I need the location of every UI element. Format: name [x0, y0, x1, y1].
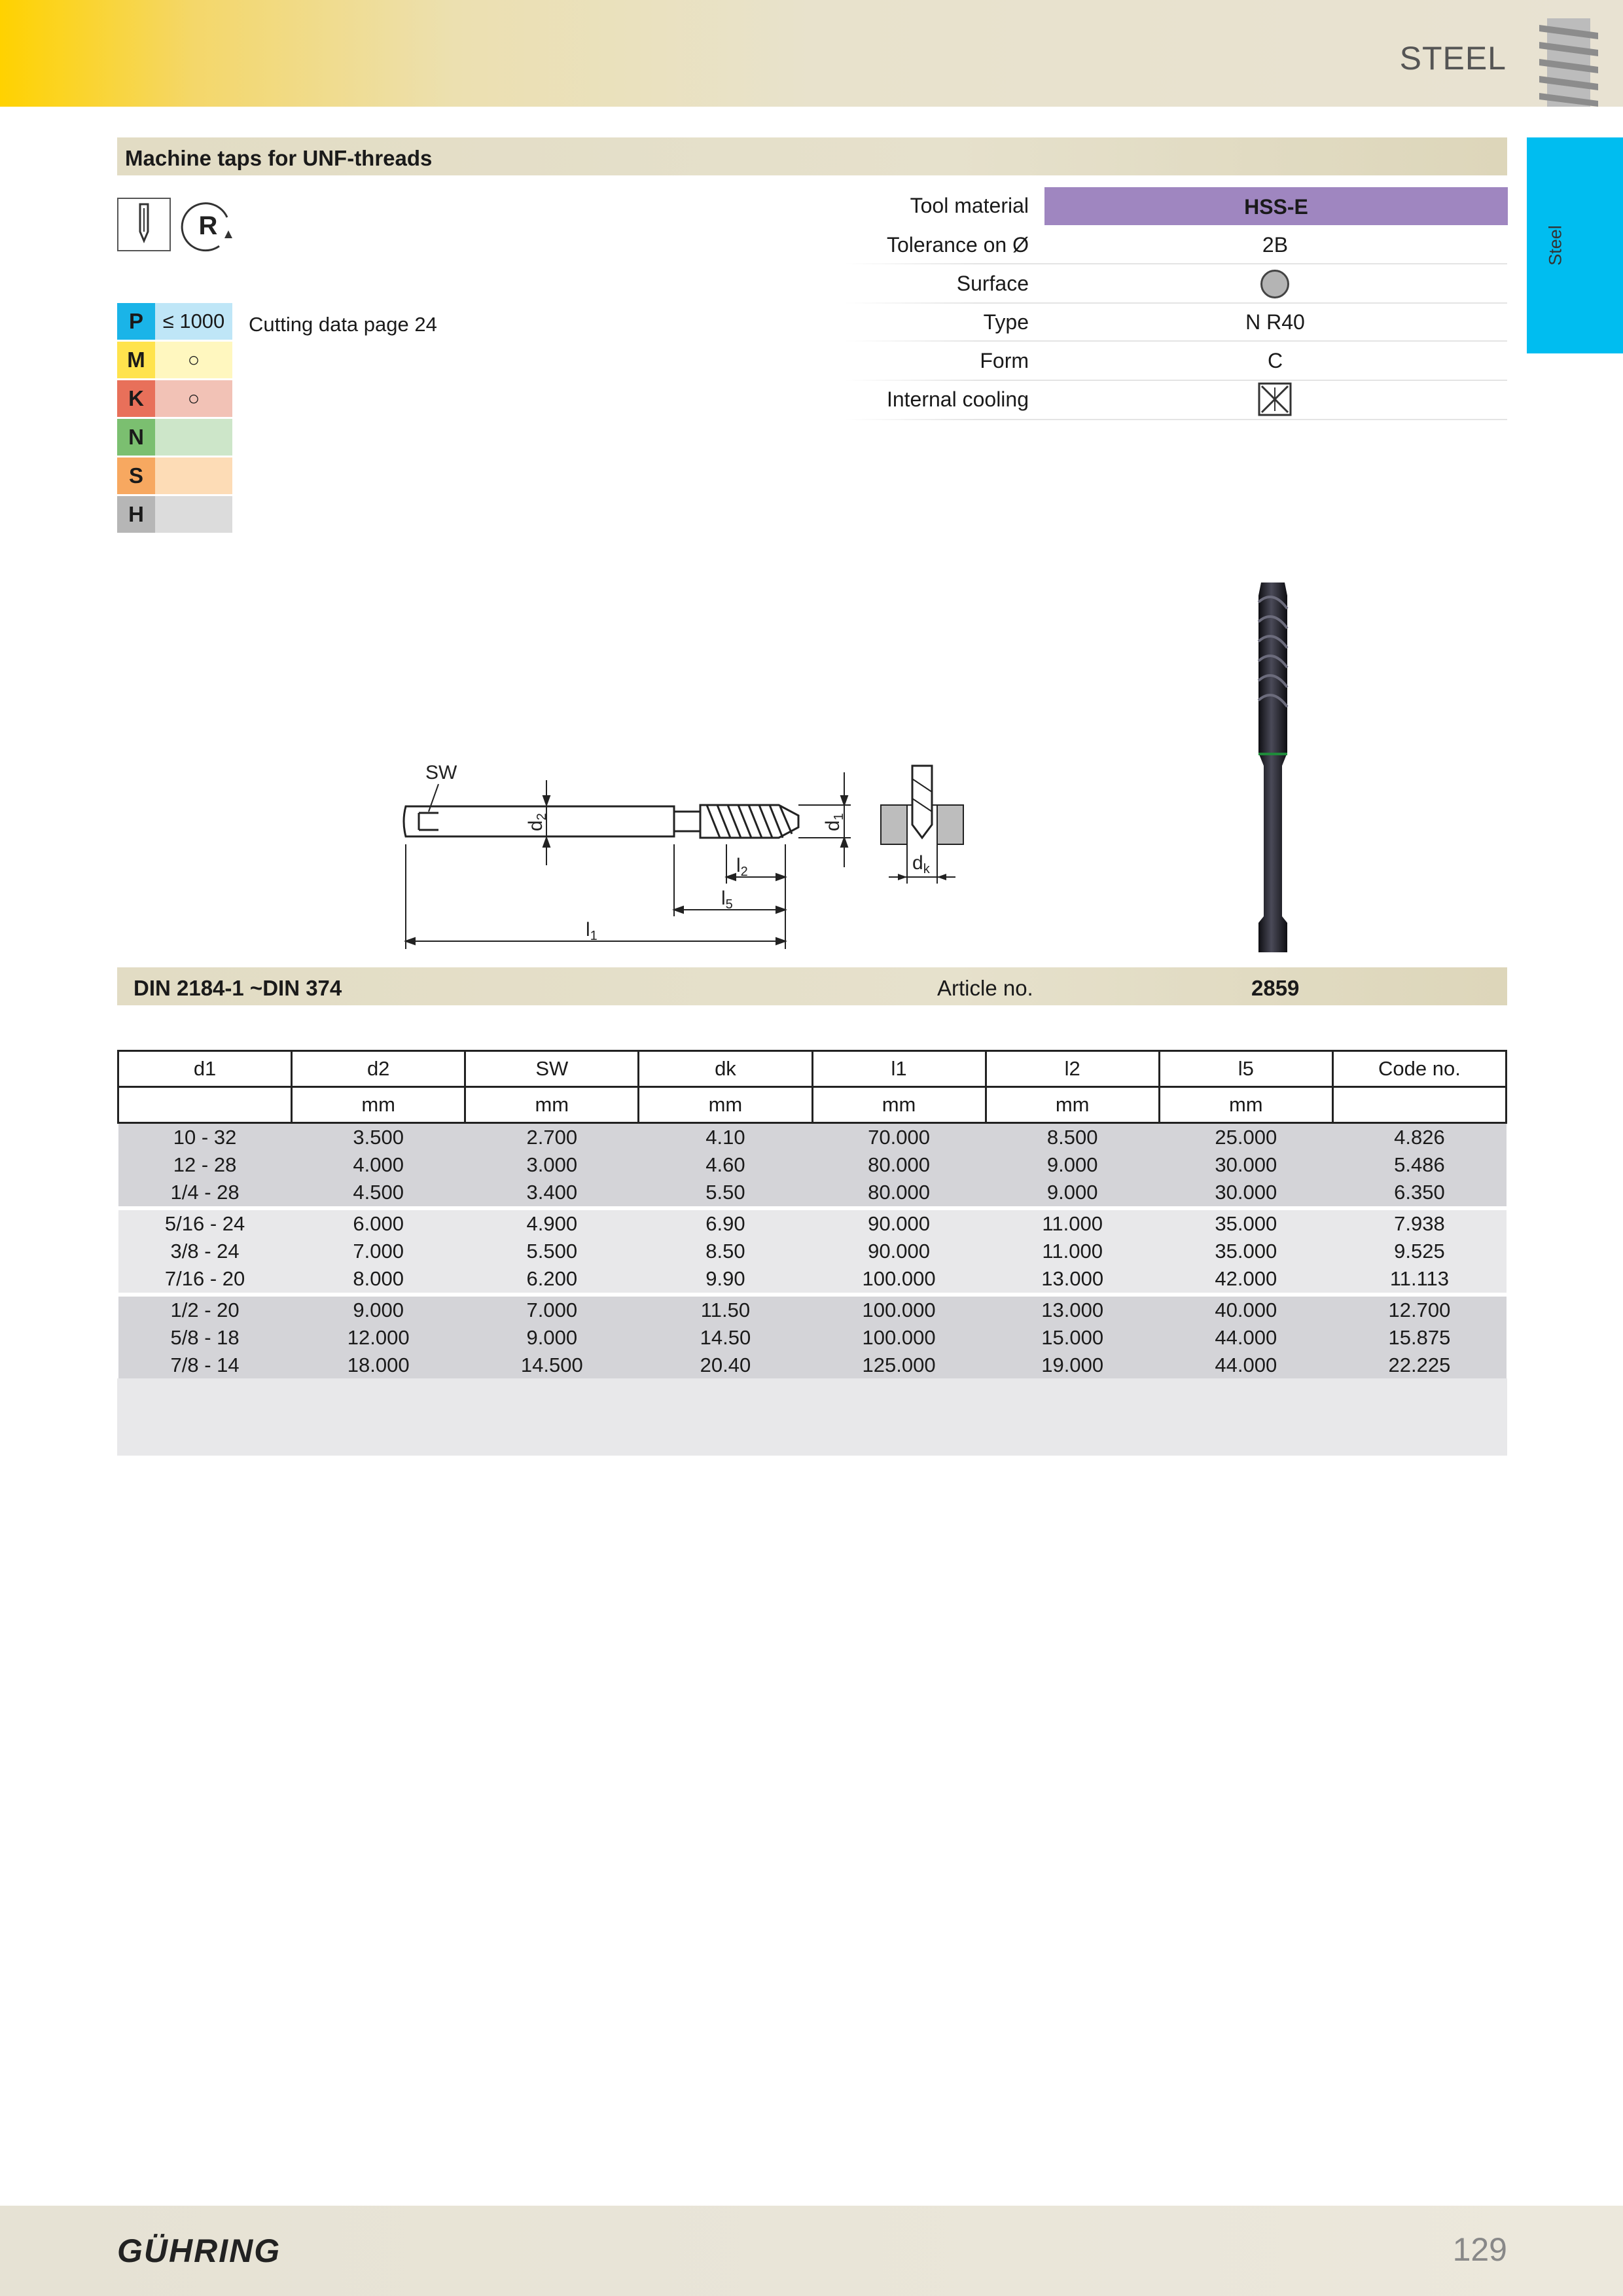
material-value [155, 457, 232, 494]
type-label: Type [983, 310, 1029, 334]
brand-logo: GÜHRING [117, 2233, 281, 2269]
table-cell: 9.000 [986, 1179, 1159, 1208]
table-cell: 5.50 [639, 1179, 812, 1208]
table-cell: 100.000 [812, 1295, 986, 1324]
table-cell: 18.000 [292, 1352, 465, 1381]
table-row [118, 1324, 1507, 1352]
table-cell: 7/8 - 14 [118, 1352, 292, 1381]
table-cell: 3.400 [465, 1179, 639, 1208]
table-cell: 4.60 [639, 1151, 812, 1179]
label-d1: $d_1$ [822, 813, 846, 831]
table-cell: 6.200 [465, 1265, 639, 1295]
page-footer [0, 2206, 1623, 2296]
table-cell: 3/8 - 24 [118, 1238, 292, 1265]
tolerance-value: 2B [1262, 233, 1289, 257]
column-header: d2 [292, 1051, 465, 1087]
table-cell: 4.500 [292, 1179, 465, 1208]
table-cell: 9.90 [639, 1265, 812, 1295]
table-row [118, 1179, 1507, 1208]
table-cell: 10 - 32 [118, 1123, 292, 1152]
table-cell: 12 - 28 [118, 1151, 292, 1179]
cutting-data-ref: Cutting data page 24 [249, 313, 437, 336]
material-value: ○ [155, 342, 232, 378]
table-cell: 9.000 [465, 1324, 639, 1352]
column-unit [1332, 1087, 1506, 1123]
column-header: l2 [986, 1051, 1159, 1087]
table-cell: 6.90 [639, 1208, 812, 1238]
table-cell: 125.000 [812, 1352, 986, 1381]
thread-icon [1533, 18, 1605, 107]
table-cell: 30.000 [1159, 1151, 1332, 1179]
table-body [118, 1123, 1507, 1382]
tool-material-value: HSS-E [1244, 195, 1308, 219]
material-letter: H [117, 496, 155, 533]
section-title: STEEL [1399, 40, 1507, 77]
table-cell: 7.000 [465, 1295, 639, 1324]
column-header: dk [639, 1051, 812, 1087]
table-cell: 13.000 [986, 1295, 1159, 1324]
table-cell: 15.875 [1332, 1324, 1506, 1352]
column-header: l5 [1159, 1051, 1332, 1087]
table-cell: 35.000 [1159, 1238, 1332, 1265]
table-cell: 100.000 [812, 1324, 986, 1352]
material-row [117, 496, 232, 533]
label-sw: SW [425, 762, 457, 783]
table-cell: 9.525 [1332, 1238, 1506, 1265]
table-row [118, 1265, 1507, 1295]
table-cell: 13.000 [986, 1265, 1159, 1295]
tolerance-label: Tolerance on Ø [886, 233, 1029, 257]
label-dk: $d_k$ [912, 852, 930, 876]
table-cell: 6.000 [292, 1208, 465, 1238]
table-cell: 7.000 [292, 1238, 465, 1265]
table-cell: 8.500 [986, 1123, 1159, 1152]
section-side-tab[interactable] [1527, 137, 1623, 353]
tap-tool-image [1247, 576, 1299, 956]
material-value [155, 496, 232, 533]
divider [844, 340, 1507, 342]
material-row [117, 457, 232, 494]
table-cell: 5.500 [465, 1238, 639, 1265]
table-row [118, 1123, 1507, 1152]
table-cell: 11.50 [639, 1295, 812, 1324]
table-cell: 90.000 [812, 1238, 986, 1265]
table-cell: 25.000 [1159, 1123, 1332, 1152]
surface-label: Surface [956, 272, 1029, 295]
article-number: 2859 [1251, 976, 1300, 1000]
column-unit [118, 1087, 292, 1123]
table-cell: 4.000 [292, 1151, 465, 1179]
table-cell: 11.000 [986, 1238, 1159, 1265]
table-cell: 4.10 [639, 1123, 812, 1152]
column-unit: mm [1159, 1087, 1332, 1123]
material-row [117, 380, 232, 417]
page-number: 129 [1452, 2231, 1507, 2268]
table-cell: 8.000 [292, 1265, 465, 1295]
divider [844, 419, 1507, 420]
divider [844, 302, 1507, 304]
article-label: Article no. [937, 976, 1033, 1000]
tap-point-icon [117, 198, 171, 251]
table-cell: 70.000 [812, 1123, 986, 1152]
table-cell: 4.826 [1332, 1123, 1506, 1152]
table-cell: 44.000 [1159, 1324, 1332, 1352]
table-cell: 19.000 [986, 1352, 1159, 1381]
table-cell: 12.000 [292, 1324, 465, 1352]
table-cell: 5.486 [1332, 1151, 1506, 1179]
material-letter: P [117, 303, 155, 340]
table-row [118, 1208, 1507, 1238]
form-label: Form [980, 349, 1029, 372]
svg-text:R: R [198, 211, 218, 240]
material-row [117, 303, 232, 340]
table-cell: 30.000 [1159, 1179, 1332, 1208]
table-cell: 12.700 [1332, 1295, 1506, 1324]
column-unit: mm [465, 1087, 639, 1123]
product-title: Machine taps for UNF-threads [125, 146, 433, 170]
table-cell: 9.000 [986, 1151, 1159, 1179]
table-cell: 80.000 [812, 1151, 986, 1179]
table-cell: 44.000 [1159, 1352, 1332, 1381]
table-cell: 100.000 [812, 1265, 986, 1295]
dimension-table [117, 1050, 1507, 1383]
table-cell: 14.500 [465, 1352, 639, 1381]
material-row [117, 342, 232, 378]
internal-cooling-label: Internal cooling [886, 387, 1029, 411]
column-header: Code no. [1332, 1051, 1506, 1087]
material-value: ○ [155, 380, 232, 417]
type-value: N R40 [1245, 310, 1305, 334]
table-cell: 1/4 - 28 [118, 1179, 292, 1208]
material-letter: N [117, 419, 155, 456]
divider [844, 263, 1507, 264]
material-value: ≤ 1000 [155, 303, 232, 340]
table-cell: 11.113 [1332, 1265, 1506, 1295]
column-header: d1 [118, 1051, 292, 1087]
table-cell: 6.350 [1332, 1179, 1506, 1208]
material-value [155, 419, 232, 456]
tool-material-cell [1044, 187, 1508, 225]
table-row [118, 1151, 1507, 1179]
page-header [0, 0, 1623, 107]
table-row [118, 1238, 1507, 1265]
label-d2: $d_2$ [525, 813, 549, 831]
table-cell: 8.50 [639, 1238, 812, 1265]
table-cell: 15.000 [986, 1324, 1159, 1352]
table-cell: 42.000 [1159, 1265, 1332, 1295]
material-letter: M [117, 342, 155, 378]
material-letter: S [117, 457, 155, 494]
table-row [118, 1295, 1507, 1324]
surface-bright-icon [1260, 270, 1289, 298]
tool-material-label: Tool material [910, 194, 1029, 217]
article-bar [117, 967, 1507, 1005]
table-header-row [118, 1051, 1507, 1087]
table-unit-row [118, 1087, 1507, 1123]
column-unit: mm [812, 1087, 986, 1123]
table-cell: 7/16 - 20 [118, 1265, 292, 1295]
din-standard: DIN 2184-1 ~DIN 374 [134, 976, 342, 1000]
table-cell: 9.000 [292, 1295, 465, 1324]
table-cell: 5/8 - 18 [118, 1324, 292, 1352]
table-cell: 3.000 [465, 1151, 639, 1179]
column-unit: mm [986, 1087, 1159, 1123]
column-header: l1 [812, 1051, 986, 1087]
table-cell: 22.225 [1332, 1352, 1506, 1381]
column-header: SW [465, 1051, 639, 1087]
no-internal-cooling-icon [1258, 382, 1292, 416]
table-cell: 4.900 [465, 1208, 639, 1238]
table-footer-band [117, 1378, 1507, 1456]
table-cell: 7.938 [1332, 1208, 1506, 1238]
right-hand-cut-icon [180, 198, 236, 254]
table-cell: 80.000 [812, 1179, 986, 1208]
table-cell: 2.700 [465, 1123, 639, 1152]
side-tab-label: Steel [1545, 225, 1565, 266]
material-row [117, 419, 232, 456]
table-cell: 40.000 [1159, 1295, 1332, 1324]
table-cell: 90.000 [812, 1208, 986, 1238]
table-cell: 1/2 - 20 [118, 1295, 292, 1324]
product-title-bar [117, 137, 1507, 175]
material-letter: K [117, 380, 155, 417]
divider [844, 380, 1507, 381]
column-unit: mm [292, 1087, 465, 1123]
column-unit: mm [639, 1087, 812, 1123]
tap-dimension-drawing [380, 753, 1008, 949]
table-cell: 20.40 [639, 1352, 812, 1381]
table-row [118, 1352, 1507, 1381]
label-l1: $l_1$ [586, 919, 597, 943]
form-value: C [1267, 349, 1283, 372]
table-cell: 5/16 - 24 [118, 1208, 292, 1238]
label-l2: $l_2$ [736, 855, 748, 879]
table-cell: 35.000 [1159, 1208, 1332, 1238]
table-cell: 14.50 [639, 1324, 812, 1352]
label-l5: $l_5$ [721, 888, 733, 912]
table-cell: 3.500 [292, 1123, 465, 1152]
table-cell: 11.000 [986, 1208, 1159, 1238]
